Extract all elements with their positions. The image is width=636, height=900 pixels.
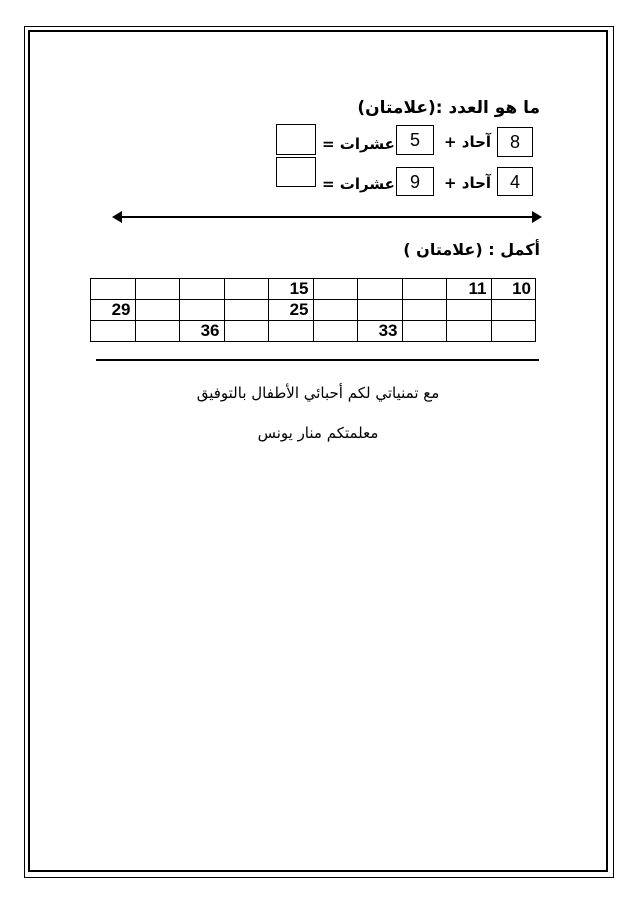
tens-label-2: عشرات = [322, 175, 395, 193]
grid-cell[interactable] [91, 279, 136, 300]
teacher-signature: معلمتكم منار يونس [257, 424, 379, 442]
grid-cell[interactable] [313, 279, 358, 300]
answer-box-1[interactable] [276, 124, 316, 155]
grid-cell[interactable]: 11 [447, 279, 492, 300]
grid-cell[interactable] [491, 300, 536, 321]
units-box-2: 4 [497, 167, 533, 196]
grid-cell[interactable] [313, 300, 358, 321]
section-separator-arrow [118, 216, 534, 218]
divider-line [96, 359, 539, 361]
grid-cell[interactable]: 36 [180, 321, 225, 342]
units-label-1: آحاد + [444, 133, 492, 151]
answer-box-2[interactable] [276, 157, 316, 187]
grid-cell[interactable]: 10 [491, 279, 536, 300]
grid-cell[interactable] [447, 300, 492, 321]
grid-cell[interactable] [313, 321, 358, 342]
grid-row [91, 300, 536, 321]
section2-title: أكمل : (علامتان ) [403, 240, 540, 259]
grid-cell[interactable] [358, 300, 403, 321]
arrow-right-icon [532, 211, 542, 223]
section1-title: ما هو العدد :(علامتان) [357, 98, 540, 118]
grid-cell[interactable]: 29 [91, 300, 136, 321]
closing-wish: مع تمنياتي لكم أحبائي الأطفال بالتوفيق [196, 384, 440, 402]
grid-cell[interactable] [402, 300, 447, 321]
number-grid [90, 278, 536, 342]
grid-cell[interactable] [180, 279, 225, 300]
grid-cell[interactable] [447, 321, 492, 342]
grid-cell[interactable] [269, 321, 314, 342]
units-box-1: 8 [497, 127, 533, 157]
tens-box-1: 5 [396, 125, 434, 155]
grid-cell[interactable] [135, 279, 180, 300]
grid-cell[interactable] [91, 321, 136, 342]
grid-row [91, 321, 536, 342]
grid-cell[interactable] [491, 321, 536, 342]
units-label-2: آحاد + [444, 174, 492, 192]
grid-cell[interactable] [135, 300, 180, 321]
tens-label-1: عشرات = [322, 135, 395, 153]
tens-box-2: 9 [396, 167, 434, 196]
grid-row [91, 279, 536, 300]
grid-cell[interactable] [135, 321, 180, 342]
grid-cell[interactable] [180, 300, 225, 321]
grid-cell[interactable] [358, 279, 403, 300]
grid-cell[interactable] [402, 279, 447, 300]
grid-cell[interactable]: 15 [269, 279, 314, 300]
grid-cell[interactable] [224, 300, 269, 321]
grid-cell[interactable]: 25 [269, 300, 314, 321]
grid-cell[interactable]: 33 [358, 321, 403, 342]
grid-cell[interactable] [402, 321, 447, 342]
grid-cell[interactable] [224, 321, 269, 342]
grid-cell[interactable] [224, 279, 269, 300]
